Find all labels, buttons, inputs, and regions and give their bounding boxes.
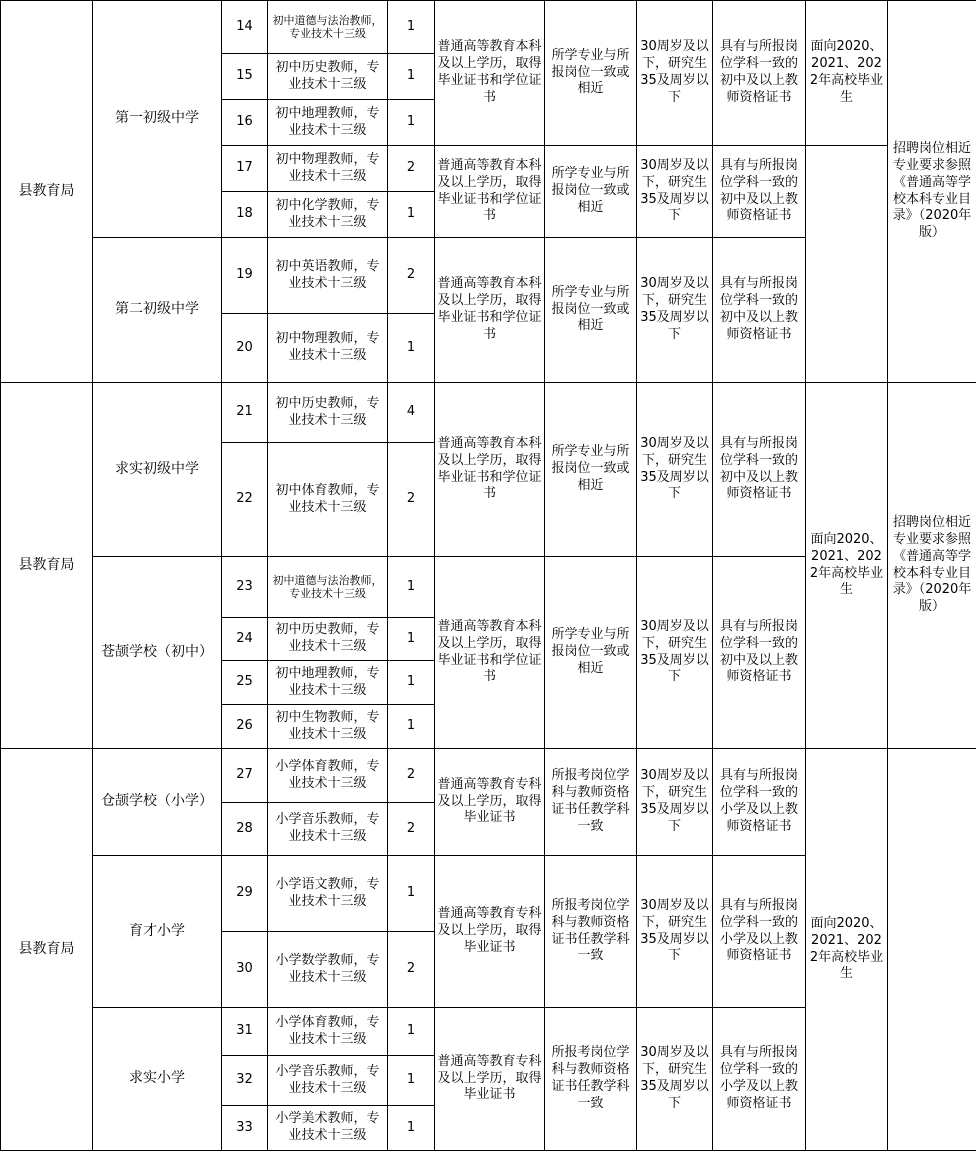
certificate-requirement: 具有与所报岗位学科一致的初中及以上教师资格证书 — [713, 383, 806, 557]
post-name: 初中历史教师，专业技术十三级 — [268, 618, 388, 661]
education-requirement: 普通高等教育本科及以上学历，取得毕业证书和学位证书 — [435, 1, 545, 146]
post-count: 1 — [388, 705, 435, 749]
post-count: 1 — [388, 557, 435, 618]
major-requirement: 所报考岗位学科与教师资格证书任教学科一致 — [545, 856, 637, 1008]
post-name: 初中物理教师，专业技术十三级 — [268, 146, 388, 192]
post-number: 31 — [222, 1008, 268, 1056]
remark-cell — [888, 749, 976, 1151]
school-cell: 第一初级中学 — [93, 1, 222, 238]
post-name: 初中物理教师，专业技术十三级 — [268, 314, 388, 383]
school-cell: 育才小学 — [93, 856, 222, 1008]
post-name: 小学音乐教师，专业技术十三级 — [268, 803, 388, 856]
certificate-requirement: 具有与所报岗位学科一致的初中及以上教师资格证书 — [713, 238, 806, 383]
major-requirement: 所报考岗位学科与教师资格证书任教学科一致 — [545, 1008, 637, 1151]
major-requirement: 所学专业与所报岗位一致或相近 — [545, 1, 637, 146]
post-name: 初中地理教师，专业技术十三级 — [268, 100, 388, 146]
post-name: 小学美术教师，专业技术十三级 — [268, 1106, 388, 1151]
major-requirement: 所学专业与所报岗位一致或相近 — [545, 557, 637, 749]
school-cell: 求实小学 — [93, 1008, 222, 1151]
school-cell: 苍颉学校（初中） — [93, 557, 222, 749]
post-count: 1 — [388, 1056, 435, 1106]
age-requirement: 30周岁及以下，研究生35及周岁以下 — [637, 557, 713, 749]
dept-cell: 县教育局 — [1, 1, 93, 383]
post-number: 18 — [222, 192, 268, 238]
post-number: 19 — [222, 238, 268, 314]
post-name: 初中体育教师，专业技术十三级 — [268, 443, 388, 557]
age-requirement: 30周岁及以下，研究生35及周岁以下 — [637, 856, 713, 1008]
post-number: 24 — [222, 618, 268, 661]
post-count: 2 — [388, 146, 435, 192]
post-number: 15 — [222, 54, 268, 100]
post-name: 初中化学教师，专业技术十三级 — [268, 192, 388, 238]
school-cell: 求实初级中学 — [93, 383, 222, 557]
certificate-requirement: 具有与所报岗位学科一致的小学及以上教师资格证书 — [713, 749, 806, 856]
post-name: 小学体育教师，专业技术十三级 — [268, 1008, 388, 1056]
major-requirement: 所学专业与所报岗位一致或相近 — [545, 146, 637, 238]
post-name: 小学数学教师，专业技术十三级 — [268, 932, 388, 1008]
target-applicants: 面向2020、2021、2022年高校毕业生 — [806, 383, 888, 749]
post-number: 14 — [222, 1, 268, 54]
certificate-requirement: 具有与所报岗位学科一致的小学及以上教师资格证书 — [713, 1008, 806, 1151]
post-count: 1 — [388, 856, 435, 932]
post-number: 25 — [222, 661, 268, 705]
age-requirement: 30周岁及以下，研究生35及周岁以下 — [637, 1, 713, 146]
post-number: 27 — [222, 749, 268, 803]
post-name: 初中生物教师，专业技术十三级 — [268, 705, 388, 749]
table-row — [1, 749, 976, 803]
post-number: 28 — [222, 803, 268, 856]
post-number: 17 — [222, 146, 268, 192]
post-name: 小学体育教师，专业技术十三级 — [268, 749, 388, 803]
post-name: 小学语文教师，专业技术十三级 — [268, 856, 388, 932]
post-count: 2 — [388, 238, 435, 314]
post-count: 1 — [388, 314, 435, 383]
post-name: 初中历史教师，专业技术十三级 — [268, 383, 388, 443]
post-number: 29 — [222, 856, 268, 932]
education-requirement: 普通高等教育专科及以上学历，取得毕业证书 — [435, 856, 545, 1008]
post-count: 2 — [388, 443, 435, 557]
school-cell: 第二初级中学 — [93, 238, 222, 383]
school-cell: 仓颉学校（小学） — [93, 749, 222, 856]
post-name: 小学音乐教师，专业技术十三级 — [268, 1056, 388, 1106]
major-requirement: 所报考岗位学科与教师资格证书任教学科一致 — [545, 749, 637, 856]
post-number: 26 — [222, 705, 268, 749]
post-number: 33 — [222, 1106, 268, 1151]
post-name: 初中地理教师，专业技术十三级 — [268, 661, 388, 705]
age-requirement: 30周岁及以下，研究生35及周岁以下 — [637, 383, 713, 557]
post-number: 20 — [222, 314, 268, 383]
post-count: 1 — [388, 1106, 435, 1151]
remark-cell: 招聘岗位相近专业要求参照《普通高等学校本科专业目录》（2020年版） — [888, 383, 976, 749]
certificate-requirement: 具有与所报岗位学科一致的初中及以上教师资格证书 — [713, 557, 806, 749]
major-requirement: 所学专业与所报岗位一致或相近 — [545, 383, 637, 557]
post-name: 初中道德与法治教师，专业技术十三级 — [268, 1, 388, 54]
dept-cell: 县教育局 — [1, 383, 93, 749]
post-count: 2 — [388, 749, 435, 803]
certificate-requirement: 具有与所报岗位学科一致的初中及以上教师资格证书 — [713, 1, 806, 146]
post-count: 1 — [388, 618, 435, 661]
post-number: 30 — [222, 932, 268, 1008]
post-number: 21 — [222, 383, 268, 443]
post-count: 4 — [388, 383, 435, 443]
post-count: 1 — [388, 100, 435, 146]
certificate-requirement: 具有与所报岗位学科一致的小学及以上教师资格证书 — [713, 856, 806, 1008]
post-count: 2 — [388, 932, 435, 1008]
post-count: 1 — [388, 192, 435, 238]
education-requirement: 普通高等教育本科及以上学历，取得毕业证书和学位证书 — [435, 557, 545, 749]
age-requirement: 30周岁及以下，研究生35及周岁以下 — [637, 749, 713, 856]
education-requirement: 普通高等教育本科及以上学历，取得毕业证书和学位证书 — [435, 238, 545, 383]
remark-cell: 招聘岗位相近专业要求参照《普通高等学校本科专业目录》（2020年版） — [888, 1, 976, 383]
age-requirement: 30周岁及以下，研究生35及周岁以下 — [637, 1008, 713, 1151]
table-row — [1, 1, 976, 54]
education-requirement: 普通高等教育本科及以上学历，取得毕业证书和学位证书 — [435, 146, 545, 238]
empty-cell — [806, 146, 888, 383]
target-applicants: 面向2020、2021、2022年高校毕业生 — [806, 1, 888, 146]
post-count: 1 — [388, 1008, 435, 1056]
post-number: 16 — [222, 100, 268, 146]
education-requirement: 普通高等教育专科及以上学历，取得毕业证书 — [435, 1008, 545, 1151]
post-count: 1 — [388, 1, 435, 54]
post-number: 32 — [222, 1056, 268, 1106]
post-count: 1 — [388, 54, 435, 100]
age-requirement: 30周岁及以下，研究生35及周岁以下 — [637, 146, 713, 238]
major-requirement: 所学专业与所报岗位一致或相近 — [545, 238, 637, 383]
education-requirement: 普通高等教育本科及以上学历，取得毕业证书和学位证书 — [435, 383, 545, 557]
post-name: 初中道德与法治教师，专业技术十三级 — [268, 557, 388, 618]
post-number: 22 — [222, 443, 268, 557]
table-row — [1, 383, 976, 443]
post-count: 2 — [388, 803, 435, 856]
target-applicants: 面向2020、2021、2022年高校毕业生 — [806, 749, 888, 1151]
post-name: 初中历史教师，专业技术十三级 — [268, 54, 388, 100]
post-name: 初中英语教师，专业技术十三级 — [268, 238, 388, 314]
age-requirement: 30周岁及以下，研究生35及周岁以下 — [637, 238, 713, 383]
post-count: 1 — [388, 661, 435, 705]
post-number: 23 — [222, 557, 268, 618]
dept-cell: 县教育局 — [1, 749, 93, 1151]
certificate-requirement: 具有与所报岗位学科一致的初中及以上教师资格证书 — [713, 146, 806, 238]
education-requirement: 普通高等教育专科及以上学历，取得毕业证书 — [435, 749, 545, 856]
